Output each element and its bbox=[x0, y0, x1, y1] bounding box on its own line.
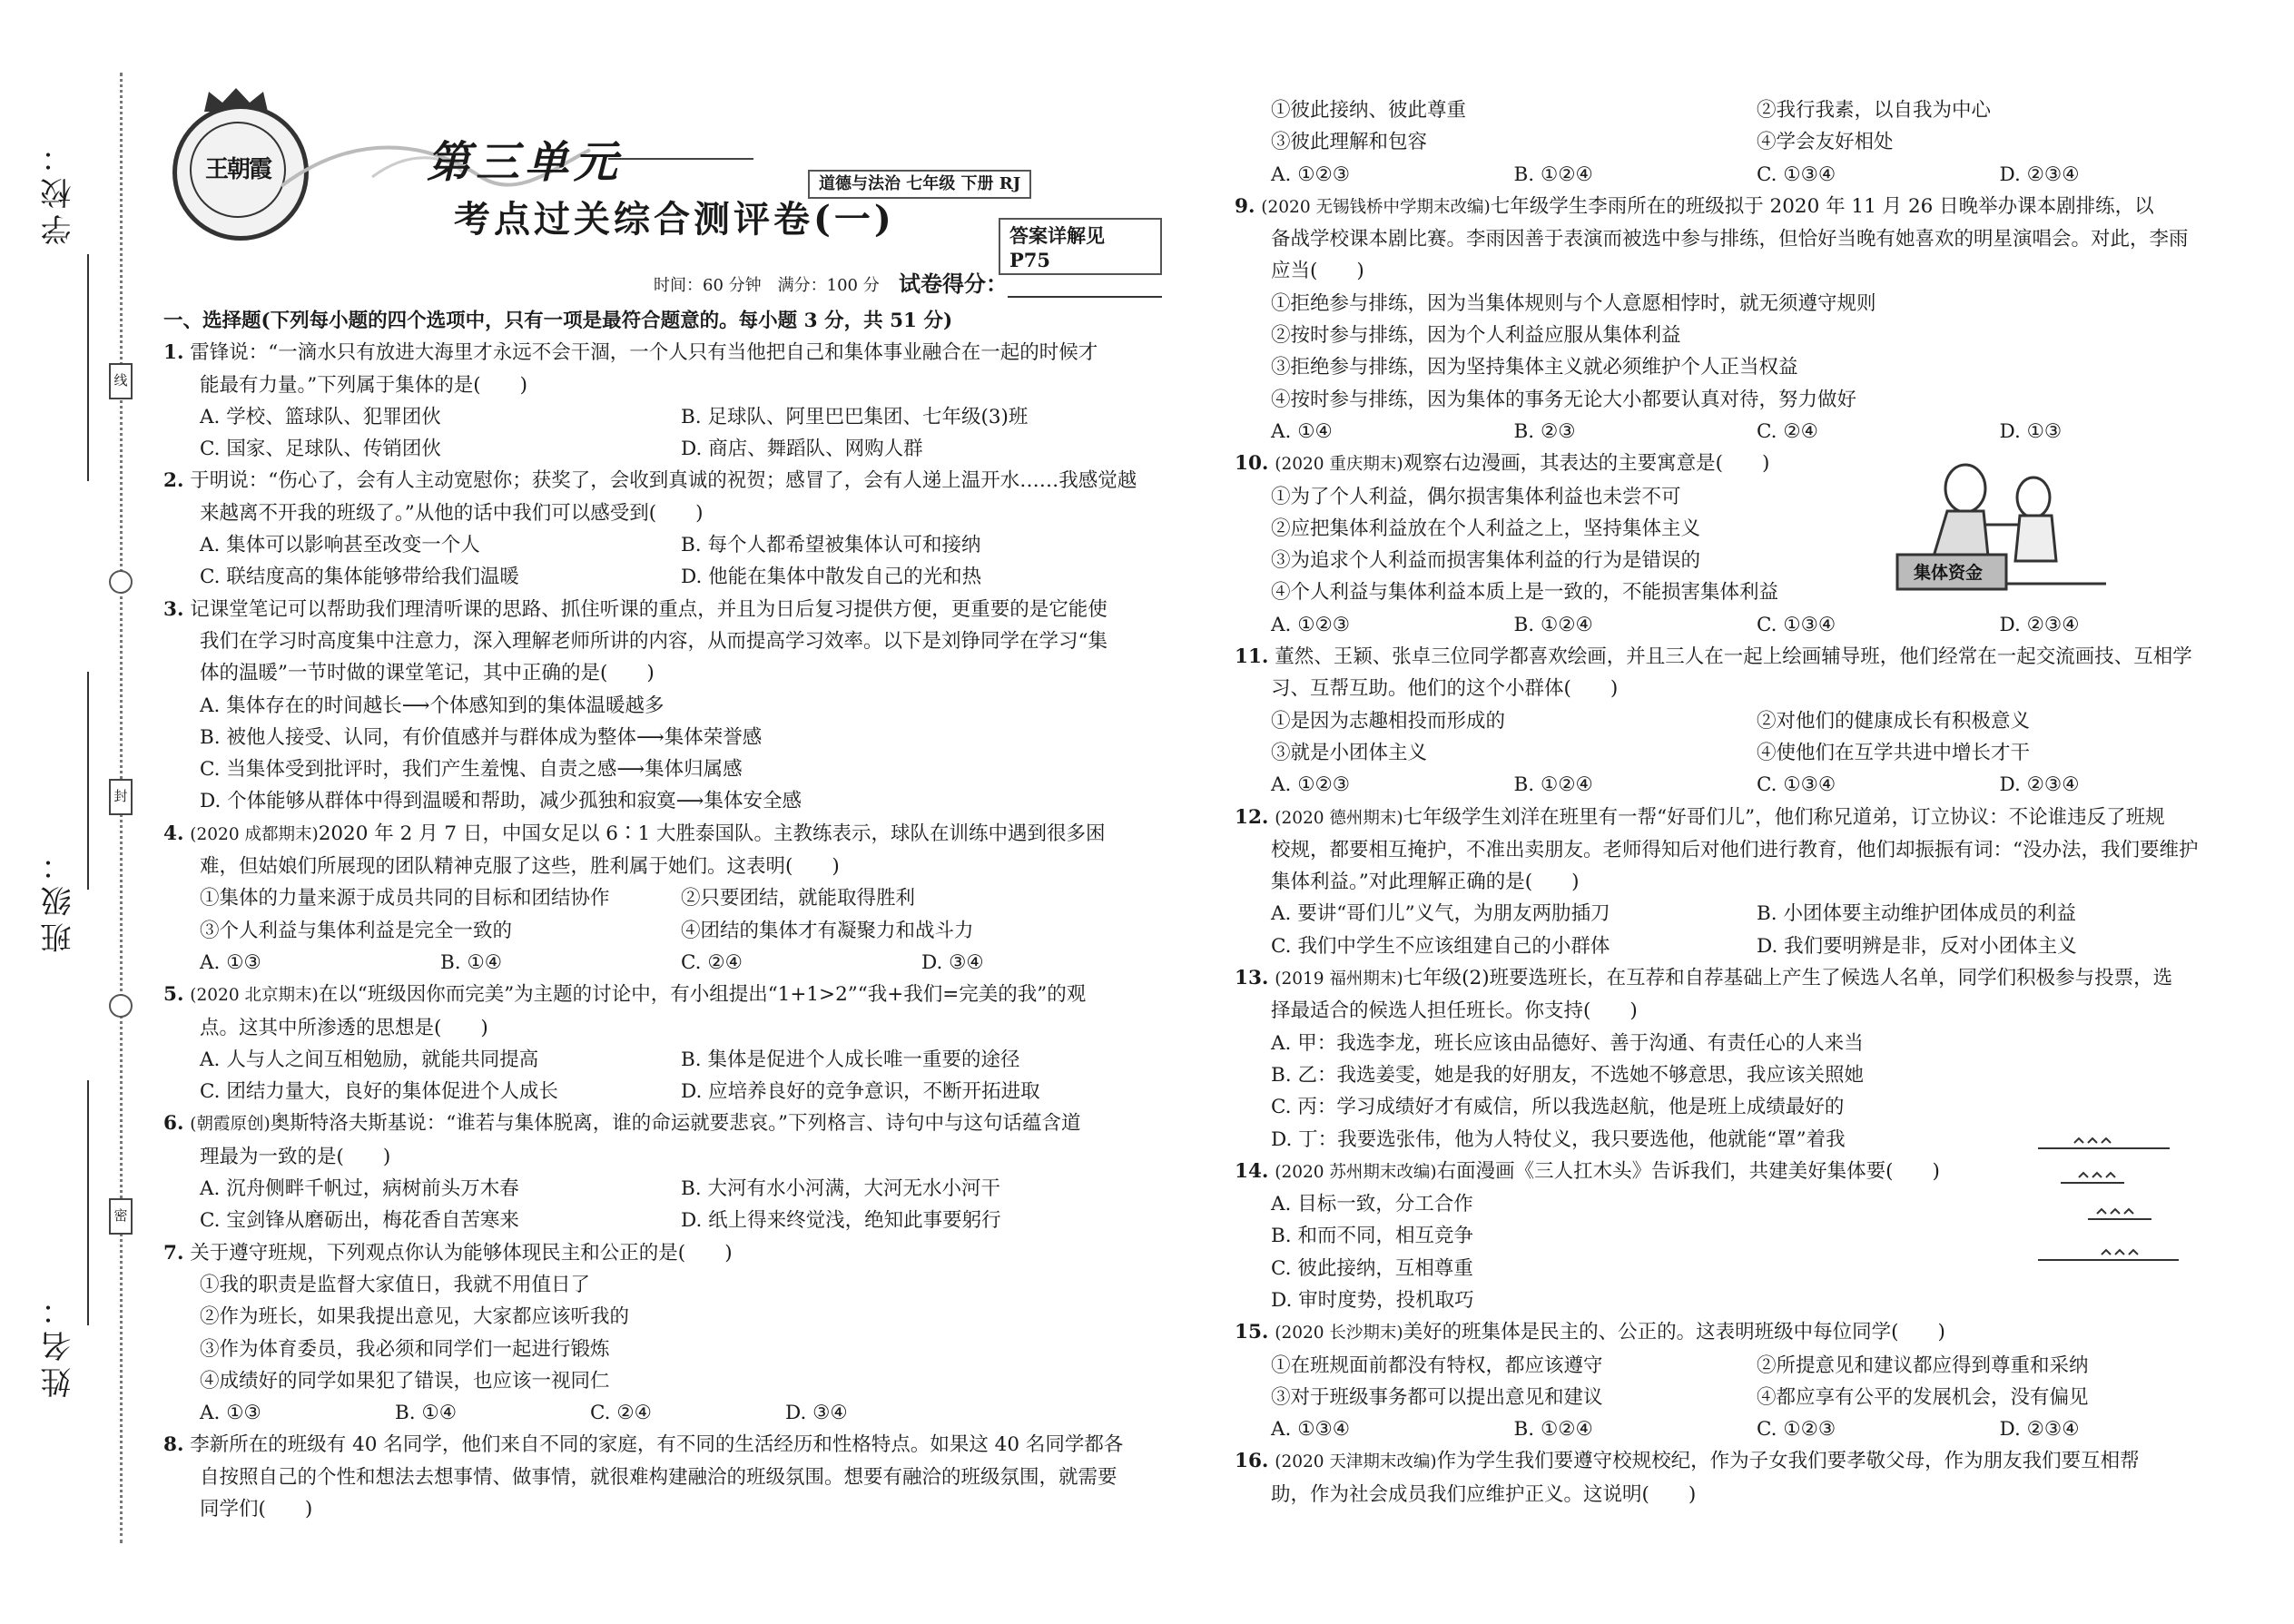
text: 集体利益。”对此理解正确的是( ) bbox=[1271, 871, 1580, 894]
text: 择最适合的候选人担任班长。你支持( ) bbox=[1271, 999, 1638, 1023]
option-d: D. 商店、舞蹈队、网购人群 bbox=[681, 438, 923, 461]
option-d: D. ②③④ bbox=[1999, 773, 2080, 797]
text: ④都应享有公平的发展机会，没有偏见 bbox=[1757, 1385, 2089, 1409]
option-c: C. 宝剑锋从磨砺出，梅花香自苦寒来 bbox=[200, 1209, 519, 1233]
text: 能最有力量。”下列属于集体的是( ) bbox=[200, 373, 528, 397]
score-blank[interactable] bbox=[1008, 274, 1162, 298]
option-a: A. 人与人之间互相勉励，就能共同提高 bbox=[200, 1048, 539, 1071]
text: 在以“班级因你而完美”为主题的讨论中，有小组提出“1+1>2”“我+我们=完美的我”的观 bbox=[318, 983, 1087, 1007]
option-d: D. 个体能够从群体中得到温暖和帮助，减少孤独和寂寞⟶集体安全感 bbox=[200, 790, 802, 813]
text: (2020 无锡钱桥中学期末改编) bbox=[1261, 197, 1491, 217]
text: (朝霞原创) bbox=[190, 1115, 271, 1135]
text: 我们在学习时高度集中注意力，深入理解老师所讲的内容，从而提高学习效率。以下是刘铮同学在学习“集 bbox=[200, 629, 1108, 653]
text: 难，但姑娘们所展现的团队精神克服了这些，胜利属于她们。这表明( ) bbox=[200, 855, 840, 879]
option-b: B. 小团体要主动维护团体成员的利益 bbox=[1757, 902, 2076, 926]
option-b: B. 和而不同，相互竞争 bbox=[1271, 1225, 1473, 1248]
option-d: D. ①③ bbox=[1999, 419, 2063, 443]
option-b: B. 乙：我选姜雯，她是我的好朋友，不选她不够意思，我应该关照她 bbox=[1271, 1063, 1864, 1087]
binding-hole bbox=[109, 994, 133, 1018]
option-a: A. ①③ bbox=[200, 1402, 261, 1425]
text: 2020 年 2 月 7 日，中国女足以 6∶1 大胜泰国队。主教练表示，球队在训练中遇到很多困 bbox=[318, 822, 1106, 845]
option-b: B. ②③ bbox=[1513, 419, 1576, 443]
text: (2020 天津期末改编) bbox=[1275, 1452, 1437, 1472]
text: ②我行我素，以自我为中心 bbox=[1757, 99, 1992, 122]
text: 观察右边漫画，其表达的主要寓意是( ) bbox=[1403, 452, 1770, 476]
option-c: C. 彼此接纳，互相尊重 bbox=[1271, 1256, 1473, 1280]
text: 16. bbox=[1235, 1450, 1269, 1473]
option-d: D. 审时度势，投机取巧 bbox=[1271, 1288, 1474, 1312]
text: 体的温暖”一节时做的课堂笔记，其中正确的是( ) bbox=[200, 662, 655, 685]
option-c: C. ②④ bbox=[590, 1402, 652, 1425]
text: 于明说：“伤心了，会有人主动宽慰你；获奖了，会收到真诚的祝贺；感冒了，会有人递上温开水……我感觉越 bbox=[190, 469, 1137, 493]
text: 自按照自己的个性和想法去想事情、做事情，就很难构建融洽的班级氛围。想要有融洽的班级氛围，就需要 bbox=[200, 1465, 1117, 1489]
text: 备战学校课本剧比赛。李雨因善于表演而被选中参与排练，但恰好当晚有她喜欢的明星演唱会。对此，李雨 bbox=[1271, 228, 2189, 251]
text: 助，作为社会成员我们应维护正义。这说明( ) bbox=[1271, 1482, 1697, 1506]
answer-reference: 答案详解见 P75 bbox=[999, 218, 1162, 275]
text: 11. bbox=[1235, 645, 1269, 669]
text: ②应把集体利益放在个人利益之上，坚持集体主义 bbox=[1271, 517, 1701, 540]
option-d: D. 他能在集体中散发自己的光和热 bbox=[681, 566, 982, 589]
option-c: C. 联结度高的集体能够带给我们温暖 bbox=[200, 566, 519, 589]
text: ②所提意见和建议都应得到尊重和采纳 bbox=[1757, 1353, 2089, 1377]
question-15 bbox=[1235, 1316, 2242, 1445]
option-b: B. 被他人接受、认同，有价值感并与群体成为整体⟶集体荣誉感 bbox=[200, 725, 763, 749]
text: 应当( ) bbox=[1271, 260, 1364, 283]
option-b: B. ①④ bbox=[395, 1402, 458, 1425]
option-a: A. 学校、篮球队、犯罪团伙 bbox=[200, 405, 441, 428]
text: 15. bbox=[1235, 1321, 1269, 1344]
option-a: A. ①③④ bbox=[1271, 1418, 1351, 1442]
page-header bbox=[154, 86, 1162, 297]
text: 奥斯特洛夫斯基说：“谁若与集体脱离，谁的命运就要悲哀。”下列格言、诗句中与这句话蕴含道 bbox=[270, 1112, 1081, 1136]
text: 李新所在的班级有 40 名同学，他们来自不同的家庭，有不同的生活经历和性格特点。如果这 40 名同学都各 bbox=[190, 1433, 1124, 1457]
class-label: 班级： bbox=[41, 844, 77, 953]
option-b: B. ①②④ bbox=[1513, 773, 1593, 797]
text: 13. bbox=[1235, 967, 1269, 990]
binding-margin bbox=[0, 0, 159, 1624]
text: 9. bbox=[1235, 194, 1255, 218]
text: 5. bbox=[163, 983, 184, 1007]
question-9 bbox=[1235, 191, 2242, 448]
name-blank[interactable] bbox=[87, 1080, 89, 1325]
text: 关于遵守班规，下列观点你认为能够体现民主和公正的是( ) bbox=[190, 1241, 733, 1265]
option-a: A. 集体可以影响甚至改变一个人 bbox=[200, 534, 480, 557]
option-a: A. 甲：我选李龙，班长应该由品德好、善于沟通、有责任心的人来当 bbox=[1271, 1031, 1864, 1055]
option-c: C. 丙：学习成绩好才有威信，所以我选赵航，他是班上成绩最好的 bbox=[1271, 1096, 1845, 1119]
text: ①我的职责是监督大家值日，我就不用值日了 bbox=[200, 1273, 591, 1296]
option-a: A. 要讲“哥们儿”义气，为朋友两肋插刀 bbox=[1271, 902, 1610, 926]
option-a: A. ①②③ bbox=[1271, 613, 1351, 636]
option-b: B. ①④ bbox=[440, 950, 503, 974]
option-d: D. ②③④ bbox=[1999, 1418, 2080, 1442]
binding-mark-secret: 密 bbox=[109, 1198, 133, 1235]
text: 7. bbox=[163, 1241, 184, 1265]
option-b: B. 每个人都希望被集体认可和接纳 bbox=[681, 534, 981, 557]
option-d: D. ③④ bbox=[921, 950, 984, 974]
option-c: C. 当集体受到批评时，我们产生羞愧、自责之感⟶集体归属感 bbox=[200, 758, 743, 782]
text: (2020 长沙期末) bbox=[1275, 1324, 1403, 1343]
text: 七年级学生李雨所在的班级拟于 2020 年 11 月 26 日晚举办课本剧排练，以 bbox=[1490, 194, 2154, 218]
text: ④成绩好的同学如果犯了错误，也应该一视同仁 bbox=[200, 1369, 610, 1393]
question-11 bbox=[1235, 641, 2242, 801]
text: ①是因为志趣相投而形成的 bbox=[1271, 709, 1506, 733]
option-b: B. 足球队、阿里巴巴集团、七年级(3)班 bbox=[681, 405, 1029, 428]
text: 董然、王颖、张卓三位同学都喜欢绘画，并且三人在一起上绘画辅导班，他们经常在一起交流画技、互相学 bbox=[1275, 645, 2192, 669]
option-b: B. 大河有水小河满，大河无水小河干 bbox=[681, 1177, 1000, 1201]
text: ①集体的力量来源于成员共同的目标和团结协作 bbox=[200, 887, 610, 910]
option-c: C. 国家、足球队、传销团伙 bbox=[200, 438, 441, 461]
text: 3. bbox=[163, 597, 184, 621]
text: 8. bbox=[163, 1433, 184, 1457]
text: (2020 苏州期末改编) bbox=[1275, 1162, 1437, 1182]
option-d: D. 应培养良好的竞争意识，不断开拓进取 bbox=[681, 1080, 1040, 1104]
option-c: C. 团结力量大，良好的集体促进个人成长 bbox=[200, 1080, 558, 1104]
option-d: D. ②③④ bbox=[1999, 613, 2080, 636]
text: 七年级学生刘洋在班里有一帮“好哥们儿”，他们称兄道弟，订立协议：不论谁违反了班规 bbox=[1403, 805, 2165, 829]
text: 2. bbox=[163, 469, 184, 493]
text: ②对他们的健康成长有积极意义 bbox=[1757, 709, 2031, 733]
text: (2020 成都期末) bbox=[190, 824, 319, 844]
option-b: B. ①②④ bbox=[1513, 162, 1593, 186]
unit-title: 第三单元 bbox=[427, 137, 624, 188]
question-7 bbox=[163, 1237, 1162, 1430]
question-8 bbox=[163, 1429, 1162, 1525]
text: ②只要团结，就能取得胜利 bbox=[681, 887, 916, 910]
right-column bbox=[1235, 94, 2242, 1511]
school-label: 学校： bbox=[41, 136, 77, 245]
option-d: D. ②③④ bbox=[1999, 162, 2080, 186]
text: 作为学生我们要遵守校规校纪，作为子女我们要孝敬父母，作为朋友我们要互相帮 bbox=[1436, 1450, 2140, 1473]
option-c: C. 我们中学生不应该组建自己的小群体 bbox=[1271, 934, 1610, 958]
text: 右面漫画《三人扛木头》告诉我们，共建美好集体要( ) bbox=[1436, 1159, 1940, 1183]
text: (2020 德州期末) bbox=[1275, 808, 1403, 828]
text: 4. bbox=[163, 822, 184, 845]
score-field bbox=[899, 266, 1162, 298]
option-d: D. ③④ bbox=[785, 1402, 848, 1425]
logo-text: 王朝霞 bbox=[190, 122, 286, 218]
text: 同学们( ) bbox=[200, 1497, 313, 1521]
text: 习、互帮互助。他们的这个小群体( ) bbox=[1271, 677, 1619, 701]
question-2 bbox=[163, 465, 1162, 593]
text: ①为了个人利益，偶尔损害集体利益也未尝不可 bbox=[1271, 485, 1681, 508]
option-d: D. 纸上得来终觉浅，绝知此事要躬行 bbox=[681, 1209, 1001, 1233]
subject-tag: 道德与法治 七年级 下册 RJ bbox=[808, 170, 1031, 199]
cartoon-label: 集体资金 bbox=[1914, 564, 1984, 584]
option-c: C. ①③④ bbox=[1757, 773, 1836, 797]
question-4 bbox=[163, 818, 1162, 979]
option-a: A. ①②③ bbox=[1271, 773, 1351, 797]
option-c: C. ①③④ bbox=[1757, 613, 1836, 636]
text: ②按时参与排练，因为个人利益应服从集体利益 bbox=[1271, 324, 1681, 348]
name-label: 姓名： bbox=[41, 1289, 77, 1398]
question-14 bbox=[1235, 1156, 2242, 1316]
question-16 bbox=[1235, 1445, 2242, 1511]
option-c: C. ①②③ bbox=[1757, 1418, 1836, 1442]
option-a: A. 集体存在的时间越长⟶个体感知到的集体温暖越多 bbox=[200, 694, 665, 717]
text: ④按时参与排练，因为集体的事务无论大小都要认真对待，努力做好 bbox=[1271, 388, 1857, 411]
text: (2020 重庆期末) bbox=[1275, 455, 1403, 475]
text: 点。这其中所渗透的思想是( ) bbox=[200, 1016, 488, 1039]
question-13 bbox=[1235, 962, 2242, 1156]
question-3 bbox=[163, 594, 1162, 818]
text: ③为追求个人利益而损害集体利益的行为是错误的 bbox=[1271, 549, 1701, 573]
text: 美好的班集体是民主的、公正的。这表明班级中每位同学( ) bbox=[1403, 1321, 1945, 1344]
text: ④使他们在互学共进中增长才干 bbox=[1757, 741, 2031, 764]
text: ③彼此理解和包容 bbox=[1271, 131, 1428, 154]
cartoon-three-carry-log bbox=[2033, 1137, 2188, 1274]
text: 6. bbox=[163, 1112, 184, 1136]
text: 校规，都要相互掩护，不准出卖朋友。老师得知后对他们进行教育，他们却振振有词：“没办法，我们要维护 bbox=[1271, 838, 2199, 861]
question-12 bbox=[1235, 802, 2242, 962]
binding-hole bbox=[109, 570, 133, 594]
option-a: A. ①④ bbox=[1271, 419, 1333, 443]
left-column bbox=[163, 305, 1162, 1525]
text: ③拒绝参与排练，因为坚持集体主义就必须维护个人正当权益 bbox=[1271, 356, 1798, 379]
text: 12. bbox=[1235, 805, 1269, 829]
class-blank[interactable] bbox=[87, 672, 89, 890]
text: ②作为班长，如果我提出意见，大家都应该听我的 bbox=[200, 1305, 630, 1329]
text: ④学会友好相处 bbox=[1757, 131, 1894, 154]
text: 理最为一致的是( ) bbox=[200, 1145, 391, 1168]
option-d: D. 丁：我要选张伟，他为人特仗义，我只要选他，他就能“罩”着我 bbox=[1271, 1127, 1846, 1151]
text: 来越离不开我的班级了。”从他的话中我们可以感受到( ) bbox=[200, 501, 704, 525]
option-a: A. ①②③ bbox=[1271, 162, 1351, 186]
option-b: B. ①②④ bbox=[1513, 613, 1593, 636]
option-a: A. 沉舟侧畔千帆过，病树前头万木春 bbox=[200, 1177, 519, 1201]
question-1 bbox=[163, 337, 1162, 465]
text: 10. bbox=[1235, 452, 1269, 476]
section-heading: 一、选择题(下列每小题的四个选项中，只有一项是最符合题意的。每小题 3 分，共 51 分) bbox=[163, 310, 953, 332]
time-score-info: 时间：60 分钟 满分：100 分 bbox=[654, 276, 880, 295]
text: 雷锋说：“一滴水只有放进大海里才永远不会干涸，一个人只有当他把自己和集体事业融合在一起的时候才 bbox=[190, 341, 1098, 365]
text: ①彼此接纳、彼此尊重 bbox=[1271, 99, 1467, 122]
text: ①拒绝参与排练，因为当集体规则与个人意愿相悖时，就无须遵守规则 bbox=[1271, 291, 1876, 315]
school-blank[interactable] bbox=[87, 254, 89, 481]
option-d: D. 我们要明辨是非，反对小团体主义 bbox=[1757, 934, 2077, 958]
option-c: C. ②④ bbox=[681, 950, 743, 974]
text: (2019 福州期末) bbox=[1275, 969, 1403, 989]
option-a: A. 目标一致，分工合作 bbox=[1271, 1193, 1473, 1216]
text: 1. bbox=[163, 341, 184, 365]
option-c: C. ②④ bbox=[1757, 419, 1818, 443]
text: (2020 北京期末) bbox=[190, 986, 319, 1006]
cartoon-collective-funds bbox=[1879, 457, 2115, 593]
text: ④团结的集体才有凝聚力和战斗力 bbox=[681, 919, 974, 942]
binding-mark-seal: 封 bbox=[109, 779, 133, 815]
question-10 bbox=[1235, 448, 2242, 641]
paper-title: 考点过关综合测评卷(一) bbox=[454, 198, 895, 241]
option-b: B. ①②④ bbox=[1513, 1418, 1593, 1442]
question-8-options bbox=[1235, 94, 2242, 191]
text: ④个人利益与集体利益本质上是一致的，不能损害集体利益 bbox=[1271, 581, 1779, 605]
text: ③对于班级事务都可以提出意见和建议 bbox=[1271, 1385, 1603, 1409]
text: 记课堂笔记可以帮助我们理清听课的思路、抓住听课的重点，并且为日后复习提供方便，更重要的是它能使 bbox=[190, 597, 1108, 621]
question-6 bbox=[163, 1107, 1162, 1236]
option-b: B. 集体是促进个人成长唯一重要的途径 bbox=[681, 1048, 1020, 1071]
option-a: A. ①③ bbox=[200, 950, 261, 974]
text: ③个人利益与集体利益是完全一致的 bbox=[200, 919, 513, 942]
text: ③作为体育委员，我必须和同学们一起进行锻炼 bbox=[200, 1337, 610, 1361]
text: 七年级(2)班要选班长，在互荐和自荐基础上产生了候选人名单，同学们积极参与投票，选 bbox=[1403, 967, 2173, 990]
text: ③就是小团体主义 bbox=[1271, 741, 1428, 764]
score-label: 试卷得分： bbox=[899, 271, 1008, 297]
text: 14. bbox=[1235, 1159, 1269, 1183]
question-5 bbox=[163, 979, 1162, 1107]
option-c: C. ①③④ bbox=[1757, 162, 1836, 186]
text: ①在班规面前都没有特权，都应该遵守 bbox=[1271, 1353, 1603, 1377]
binding-mark-line: 线 bbox=[109, 363, 133, 399]
